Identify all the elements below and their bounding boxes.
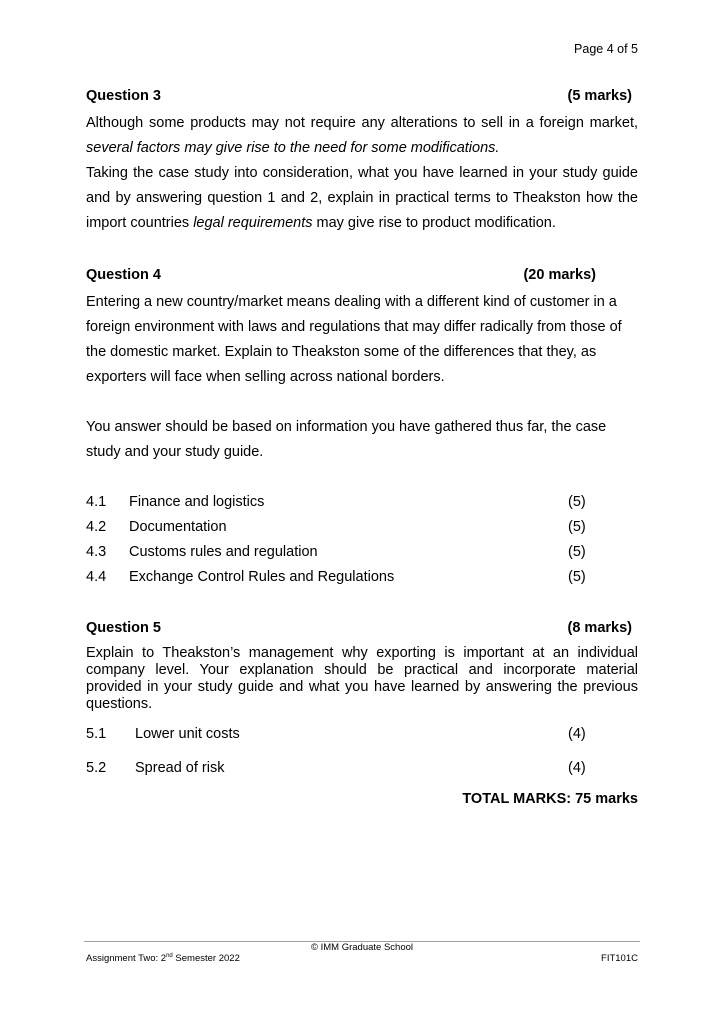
question-3-p2-italic: legal requirements xyxy=(193,215,313,231)
question-4-items xyxy=(86,490,638,590)
item-label: Customs rules and regulation xyxy=(129,544,318,560)
item-label: Finance and logistics xyxy=(129,494,265,510)
question-4-text xyxy=(86,290,638,465)
document-body xyxy=(86,86,638,807)
footer-assignment-text: Assignment Two: 2 xyxy=(86,953,167,965)
list-item xyxy=(86,515,638,540)
question-3-p2-text: Taking the case study into consideration, what you have learned in your study guide and by answering question 1 and 2, explain in practical terms to Theakston how the import countries xyxy=(86,165,638,231)
question-3-p1-italic: several factors may give rise to the need for some modifications. xyxy=(86,140,500,156)
question-4-title: Question 4 xyxy=(86,267,161,283)
item-number: 4.3 xyxy=(86,544,107,560)
question-3-text xyxy=(86,111,638,236)
item-marks: (5) xyxy=(568,519,586,535)
list-item xyxy=(86,565,638,590)
question-5-marks: (8 marks) xyxy=(567,620,632,636)
question-5-title: Question 5 xyxy=(86,620,161,636)
list-item xyxy=(86,717,638,751)
question-4-marks: (20 marks) xyxy=(523,267,596,283)
question-5-header xyxy=(86,618,638,638)
item-label: Exchange Control Rules and Regulations xyxy=(129,569,395,585)
question-3-paragraph-1 xyxy=(86,111,638,161)
item-number: 5.2 xyxy=(86,760,107,776)
question-4-paragraph-2: You answer should be based on information you have gathered thus far, the case study and your study guide. xyxy=(86,419,607,460)
question-5-items xyxy=(86,717,638,785)
question-4-header xyxy=(86,265,638,285)
footer-copyright: © IMM Graduate School xyxy=(310,942,414,953)
question-5-paragraph-1: Explain to Theakston’s management why exporting is important at an individual company level. Your explanation should be practical and incorporate material provided in your study guide and what you have learned by answering the previous questions. xyxy=(86,645,638,712)
question-3-header xyxy=(86,86,638,106)
item-number: 4.1 xyxy=(86,494,107,510)
question-3-p1-text: Although some products may not require any alterations to sell in a foreign market, xyxy=(86,115,638,131)
item-label: Lower unit costs xyxy=(135,726,240,742)
list-item xyxy=(86,490,638,515)
item-marks: (4) xyxy=(568,726,586,742)
item-number: 5.1 xyxy=(86,726,107,742)
page-number: Page 4 of 5 xyxy=(574,42,638,56)
question-3-paragraph-2 xyxy=(86,161,638,236)
item-marks: (5) xyxy=(568,494,586,510)
question-3-title: Question 3 xyxy=(86,88,161,104)
total-marks: TOTAL MARKS: 75 marks xyxy=(462,791,638,807)
item-number: 4.4 xyxy=(86,569,107,585)
footer-assignment xyxy=(86,953,240,964)
item-number: 4.2 xyxy=(86,519,107,535)
item-marks: (5) xyxy=(568,569,586,585)
footer-superscript: nd xyxy=(166,953,173,959)
item-label: Documentation xyxy=(129,519,227,535)
question-4-paragraph-1: Entering a new country/market means dealing with a different kind of customer in a foreign environment with laws and regulations that may differ radically from those of the domestic market. Explain to Theakston some of the differences that they, as exporters will face when selling across national borders. xyxy=(86,294,622,385)
question-3-p2-end: may give rise to product modification. xyxy=(312,215,556,231)
question-3-marks: (5 marks) xyxy=(567,88,632,104)
list-item xyxy=(86,751,638,785)
list-item xyxy=(86,540,638,565)
item-marks: (5) xyxy=(568,544,586,560)
item-label: Spread of risk xyxy=(135,760,225,776)
footer-course-code: FIT101C xyxy=(601,953,638,964)
footer-assignment-semester: Semester 2022 xyxy=(172,953,240,965)
question-5-text xyxy=(86,645,638,713)
item-marks: (4) xyxy=(568,760,586,776)
